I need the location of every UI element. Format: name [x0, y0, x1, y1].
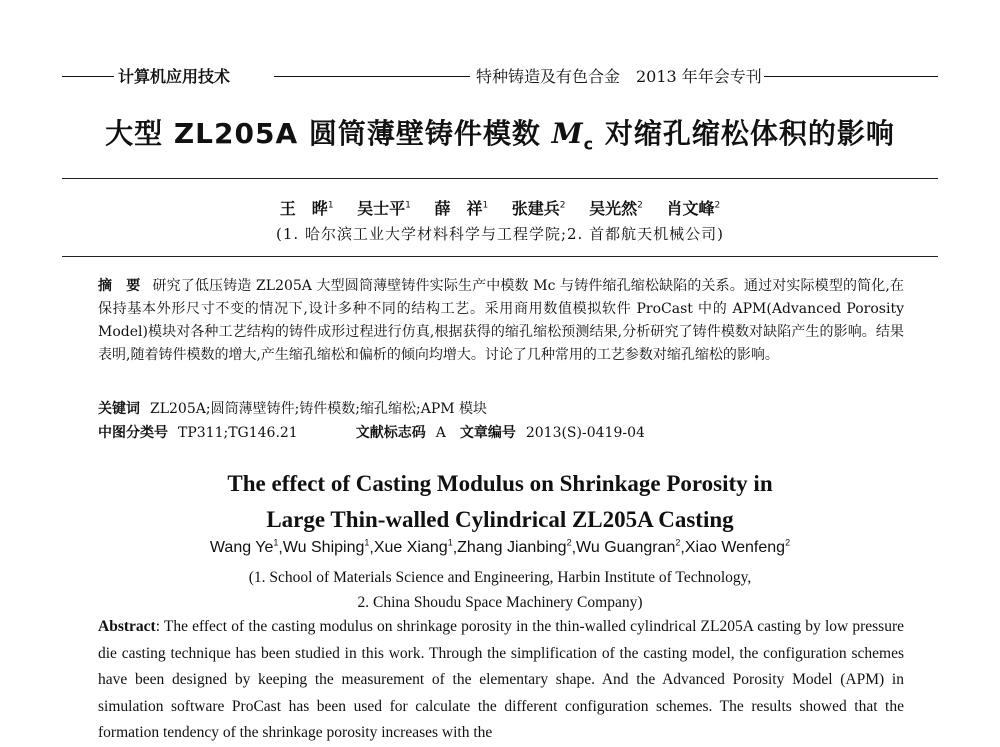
doc-code-label: 文献标志码	[355, 425, 426, 441]
header-rule-middle	[274, 76, 470, 77]
title-subscript: c	[583, 134, 595, 154]
author-en: Xiao Wenfeng$^2$	[684, 538, 791, 557]
abstract-en-text: : The effect of the casting modulus on shrinkage porosity in the thin-walled cylindrical ZL205A casting by low pressure die casting technique has been studied in this work. Through the simplification of the casting model, the configuration schemes have been designed by keeping the measurement of the elementary shape. And the Advanced Porosity Model (APM) in simulation software ProCast has been used for calculate the different configuration schemes. The results showed that the formation tendency of the shrinkage porosity increases with the	[98, 618, 904, 741]
author: 吴光然$^2$	[589, 199, 643, 218]
running-header	[62, 62, 938, 86]
abstract-en-label: Abstract	[98, 618, 156, 635]
doc-code-value: A	[435, 425, 446, 441]
paper-title-cn	[0, 112, 1000, 154]
author: 薛 祥$^1$	[434, 199, 489, 218]
abstract-cn-text: 研究了低压铸造 ZL205A 大型圆筒薄壁铸件实际生产中模数 Mc 与铸件缩孔缩松缺陷的关系。通过对实际模型的简化,在保持基本外形尺寸不变的情况下,设计多种不同的结构工艺。采用商用数值模拟软件 ProCast 中的 APM(Advanced Porosity Model)模块对各种工艺结构的铸件成形过程进行仿真,根据获得的缩孔缩松预测结果,分析研究了铸件模数对缺陷产生的影响。结果表明,随着铸件模数的增大,产生缩孔缩松和偏析的倾向均增大。讨论了几种常用的工艺参数对缩孔缩松的影响。	[98, 278, 904, 363]
clc-label: 中图分类号	[98, 425, 168, 441]
keywords-text: ZL205A;圆筒薄壁铸件;铸件模数;缩孔缩松;APM 模块	[150, 401, 488, 417]
title-en-line1: The effect of Casting Modulus on Shrinkage Porosity in	[227, 471, 773, 496]
affiliation-en-line2: 2. China Shoudu Space Machinery Company)	[357, 594, 643, 611]
author-en: Wu Shiping$^1$	[282, 538, 370, 557]
article-no-label: 文章编号	[459, 425, 516, 441]
divider-bottom	[62, 256, 938, 257]
author-en: Zhang Jianbing$^2$	[457, 538, 572, 557]
author: 张建兵$^2$	[511, 199, 566, 218]
author-list-cn	[0, 196, 1000, 219]
abstract-cn	[98, 275, 904, 367]
paper-title-en	[0, 466, 1000, 538]
author-en: Xue Xiang$^1$	[373, 538, 453, 557]
author: 吴士平$^1$	[357, 199, 411, 218]
clc-value: TP311;TG146.21	[178, 425, 298, 441]
title-en-line2: Large Thin-walled Cylindrical ZL205A Casting	[266, 507, 734, 532]
article-no-value: 2013(S)-0419-04	[525, 425, 645, 441]
affiliation-en-line1: (1. School of Materials Science and Engineering, Harbin Institute of Technology,	[248, 569, 752, 586]
keywords	[98, 398, 487, 418]
header-section-left: 计算机应用技术	[118, 67, 231, 86]
keywords-label: 关键词	[98, 401, 140, 417]
title-prefix: 大型 ZL205A 圆筒薄壁铸件模数	[105, 117, 552, 150]
header-rule-left	[62, 76, 114, 77]
author: 肖文峰$^2$	[666, 199, 721, 218]
header-section-right: 特种铸造及有色合金 2013 年年会专刊	[476, 67, 762, 86]
author-list-en: Wang Ye$^1$,Wu Shiping$^1$,Xue Xiang$^1$,Zhang Jianbing$^2$,Wu Guangran$^2$,Xiao Wenfeng$^2$	[209, 538, 791, 557]
affiliation-en	[0, 565, 1000, 615]
author-en: Wang Ye$^1$	[209, 538, 279, 557]
divider-top	[62, 178, 938, 179]
abstract-cn-label: 摘 要	[98, 278, 141, 294]
title-symbol: M	[551, 117, 584, 150]
author-en: Wu Guangran$^2$	[576, 538, 681, 557]
classification-line	[98, 422, 645, 442]
author: 王 晔$^1$	[279, 199, 334, 218]
header-rule-right	[764, 76, 938, 77]
title-suffix: 对缩孔缩松体积的影响	[594, 117, 895, 150]
affiliation-cn: (1. 哈尔滨工业大学材料科学与工程学院;2. 首都航天机械公司)	[276, 225, 724, 243]
abstract-en	[98, 614, 904, 747]
